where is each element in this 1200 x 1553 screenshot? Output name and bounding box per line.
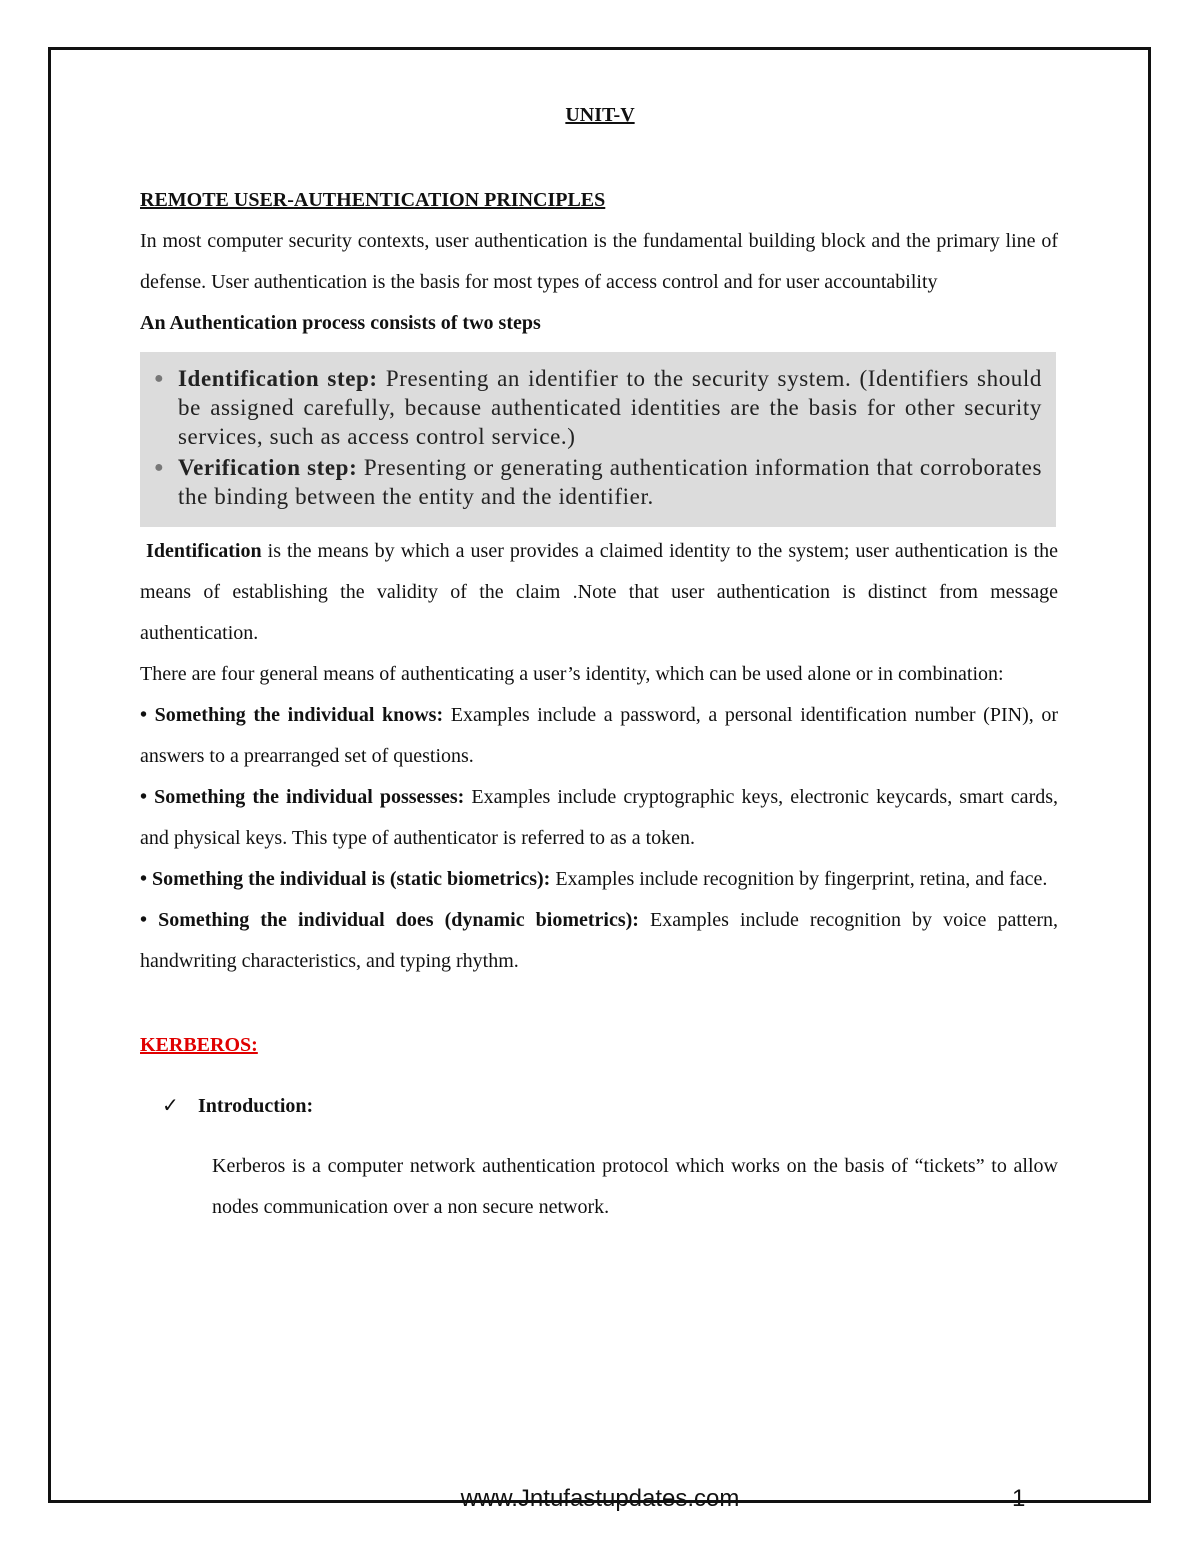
kerberos-heading: KERBEROS:	[140, 1034, 258, 1056]
identification-paragraph	[140, 531, 1058, 654]
step-description: Presenting an identifier to the security system. (Identifiers should be assigned carefully, because authenticated identities are the basis for other security services, such as access control service.)	[178, 366, 1042, 449]
means-text: Examples include a password, a personal identification number (PIN), or answers to a prearranged set of questions.	[140, 704, 1059, 767]
step-term: Verification step:	[178, 455, 358, 480]
intro-paragraph: In most computer security contexts, user authentication is the fundamental building block and the primary line of defense. User authentication is the basis for most types of access control and for user accountability	[140, 230, 1058, 293]
means-term: Something the individual possesses:	[154, 786, 465, 808]
means-text: Examples include recognition by fingerprint, retina, and face.	[555, 868, 1048, 890]
footer-website-url: www.Jntufastupdates.com	[460, 1485, 740, 1512]
document-content	[140, 180, 1058, 1228]
means-item: • Something the individual possesses: Examples include cryptographic keys, electronic keycards, smart cards, and physical keys. This type of authenticator is referred to as a token.	[140, 786, 1059, 849]
four-means-intro: There are four general means of authenticating a user’s identity, which can be used alone or in combination:	[140, 663, 1004, 685]
means-item: • Something the individual does (dynamic biometrics): Examples include recognition by voice pattern, handwriting characteristics, and typing rhythm.	[140, 909, 1058, 972]
kerberos-intro-paragraph: Kerberos is a computer network authentication protocol which works on the basis of “tickets” to allow nodes communication over a non secure network.	[212, 1155, 1058, 1218]
step-verification	[154, 453, 1042, 511]
means-text: Examples include recognition by voice pattern, handwriting characteristics, and typing rhythm.	[140, 909, 1058, 972]
step-description: Presenting or generating authentication information that corroborates the binding between the entity and the identifier.	[178, 455, 1042, 509]
means-term: Something the individual does (dynamic biometrics):	[158, 909, 639, 931]
authentication-steps-box	[140, 352, 1056, 527]
means-text: Examples include cryptographic keys, electronic keycards, smart cards, and physical keys. This type of authenticator is referred to as a token.	[140, 786, 1059, 849]
kerberos-introduction-item	[140, 1086, 1058, 1127]
introduction-label: Introduction:	[198, 1095, 314, 1117]
steps-heading: An Authentication process consists of two steps	[140, 312, 541, 334]
page-number: 1	[1012, 1485, 1026, 1512]
checkmark-icon: ✓	[162, 1095, 179, 1117]
means-item: • Something the individual is (static biometrics): Examples include recognition by fingerprint, retina, and face.	[140, 868, 1048, 890]
means-term: Something the individual is (static biometrics):	[152, 868, 551, 890]
bullet-icon: ●	[154, 370, 164, 387]
identification-text: is the means by which a user provides a claimed identity to the system; user authentication is the means of establishing the validity of the claim .Note that user authentication is distinct from message authentication.	[140, 540, 1058, 644]
means-term: Something the individual knows:	[154, 704, 444, 726]
step-identification	[154, 364, 1042, 451]
step-term: Identification step:	[178, 366, 378, 391]
means-item: • Something the individual knows: Examples include a password, a personal identification number (PIN), or answers to a prearranged set of questions.	[140, 704, 1059, 767]
section-heading-remote-auth: REMOTE USER-AUTHENTICATION PRINCIPLES	[140, 189, 606, 211]
unit-title: UNIT-V	[565, 104, 635, 126]
bullet-icon: ●	[154, 459, 164, 476]
identification-term: Identification	[146, 540, 262, 562]
